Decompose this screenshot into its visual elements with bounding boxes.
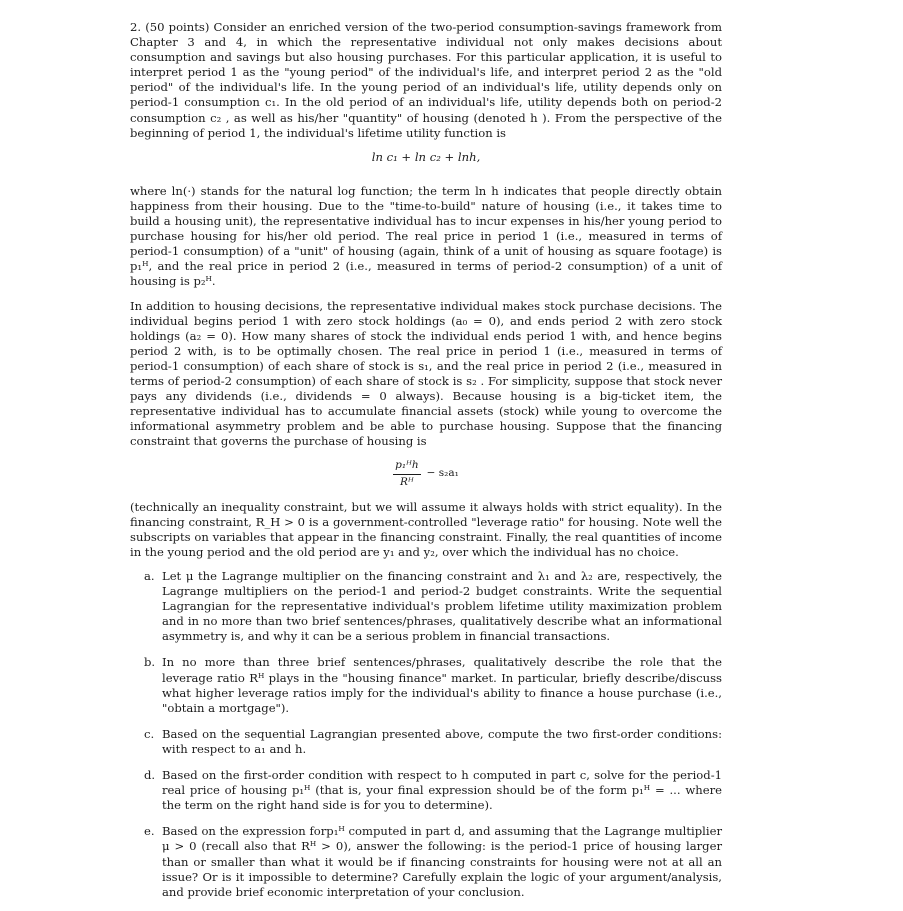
question-marker: e. (144, 824, 155, 839)
question-text: In no more than three brief sentences/phrases, qualitatively describe the role that the leverage ratio Rᴴ plays in the "housing finance" market. In particular, briefly describe/discuss what higher leverage ratios imply for the individual's ability to finance a house purchase (i.e., "obtain a mortgage"). (162, 655, 722, 715)
constraint-rhs: − s₂a₁ (426, 467, 459, 480)
question-marker: c. (144, 726, 155, 741)
question-list (130, 569, 722, 900)
question-item (144, 768, 722, 813)
constraint-numerator: p₁ᴴh (393, 458, 420, 474)
financing-constraint (130, 458, 722, 489)
question-item (144, 569, 722, 644)
leverage-paragraph: (technically an inequality constraint, but we will assume it always holds with strict equality). In the financing constraint, R_H > 0 is a government-controlled "leverage ratio" for housing. Note well the subscripts on variables that appear in the financing constraint. Finally, the real quantities of income in the young period and the old period are y₁ and y₂, over which the individual has no choice. (130, 499, 722, 559)
constraint-fraction (393, 458, 420, 489)
problem-document (130, 20, 722, 911)
stock-paragraph: In addition to housing decisions, the representative individual makes stock purchase decisions. The individual begins period 1 with zero stock holdings (a₀ = 0), and ends period 2 with zero stock holdings (a₂ = 0). How many shares of stock the individual ends period 1 with, and hence begins period 2 with, is to be optimally chosen. The real price in period 1 (i.e., measured in terms of period-1 consumption) of each share of stock is s₁, and the real price in period 2 (i.e., measured in terms of period-2 consumption) of each share of stock is s₂ . For simplicity, suppose that stock never pays any dividends (i.e., dividends = 0 always). Because housing is a big-ticket item, the representative individual has to accumulate financial assets (stock) while young to overcome the informational asymmetry problem and be able to purchase housing. Suppose that the financing constraint that governs the purchase of housing is (130, 298, 722, 449)
question-marker: a. (144, 569, 155, 583)
question-text: Based on the sequential Lagrangian presented above, compute the two first-order conditions: with respect to a₁ and h. (162, 726, 722, 756)
utility-equation: ln c₁ + ln c₂ + lnh, (371, 149, 481, 164)
question-text: Let μ the Lagrange multiplier on the financing constraint and λ₁ and λ₂ are, respectively, the Lagrange multipliers on the period-1 and period-2 budget constraints. Write the sequential Lagrangian for the representative individual's problem lifetime utility maximization problem and in no more than two brief sentences/phrases, qualitatively describe what an informational asymmetry is, and why it can be a serious problem in financial transactions. (162, 569, 722, 644)
question-text: Based on the first-order condition with respect to h computed in part c, solve for the period-1 real price of housing p₁ᴴ (that is, your final expression should be of the form p₁ᴴ = ... where the term on the right hand side is for you to determine). (162, 768, 722, 813)
question-item (144, 655, 722, 715)
intro-paragraph: 2. (50 points) Consider an enriched version of the two-period consumption-savings framework from Chapter 3 and 4, in which the representative individual not only makes decisions about consumption and savings but also housing purchases. For this particular application, it is useful to interpret period 1 as the "young period" of the individual's life, and interpret period 2 as the "old period" of the individual's life. In the young period of an individual's life, utility depends only on period-1 consumption c₁. In the old period of an individual's life, utility depends both on period-2 consumption c₂ , as well as his/her "quantity" of housing (denoted h ). From the perspective of the beginning of period 1, the individual's lifetime utility function is (130, 20, 722, 140)
question-text: Based on the expression forp₁ᴴ computed in part d, and assuming that the Lagrange multiplier μ > 0 (recall also that Rᴴ > 0), answer the following: is the period-1 price of housing larger than or smaller than what it would be if financing constraints for housing were not at all an issue? Or is it impossible to determine? Carefully explain the logic of your argument/analysis, and provide brief economic interpretation of your conclusion. (162, 824, 722, 899)
question-marker: b. (144, 655, 156, 670)
question-marker: d. (144, 768, 156, 783)
question-item (144, 824, 722, 899)
housing-paragraph: where ln(·) stands for the natural log function; the term ln h indicates that people directly obtain happiness from their housing. Due to the "time-to-build" nature of housing (i.e., it takes time to build a housing unit), the representative individual has to incur expenses in his/her young period to purchase housing for his/her old period. The real price in period 1 (i.e., measured in terms of period-1 consumption) of a "unit" of housing (again, think of a unit of housing as square footage) is p₁ᴴ, and the real price in period 2 (i.e., measured in terms of period-2 consumption) of a unit of housing is p₂ᴴ. (130, 183, 722, 289)
constraint-denominator: Rᴴ (400, 475, 414, 488)
question-item (144, 727, 722, 757)
